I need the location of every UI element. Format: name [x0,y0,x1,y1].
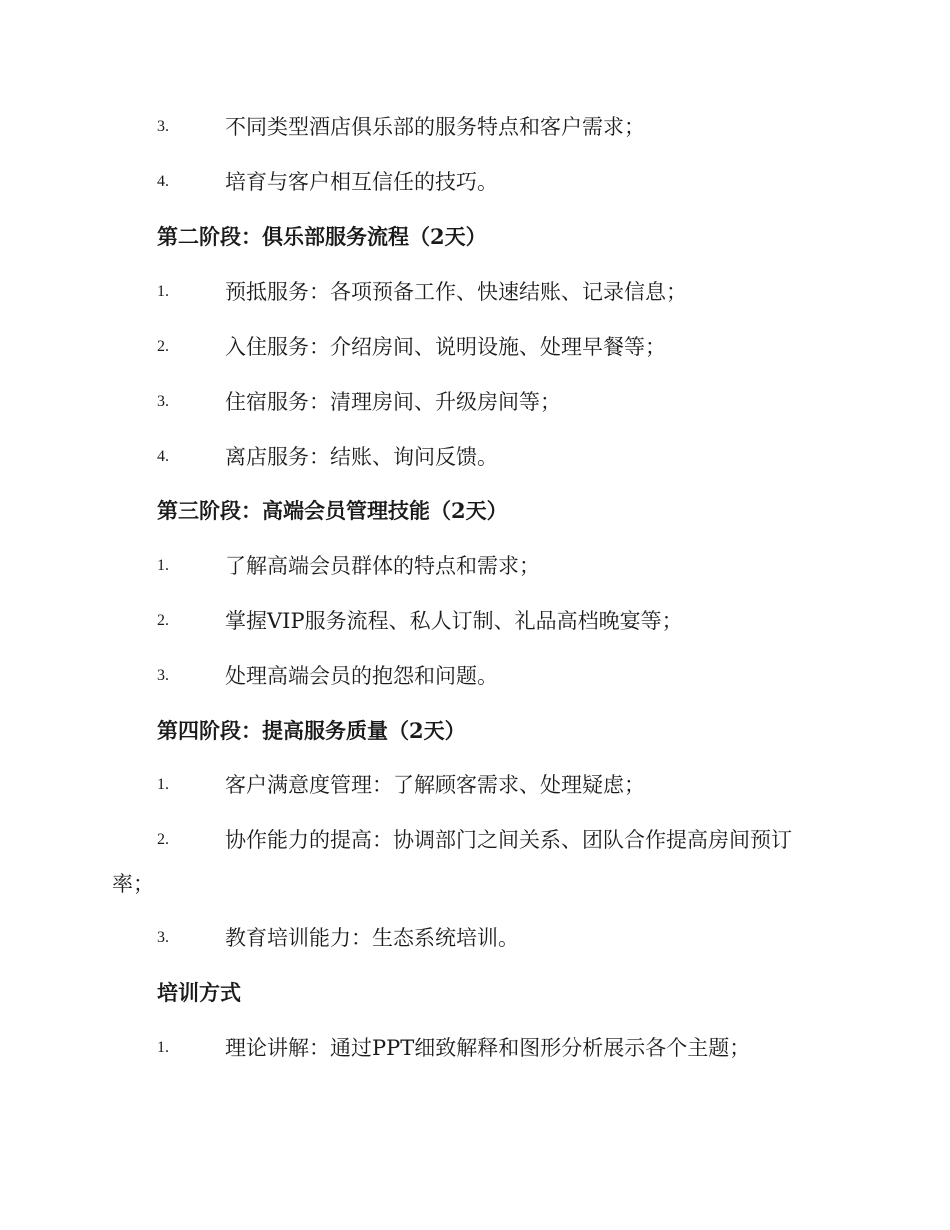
list-item-text: 离店服务：结账、询问反馈。 [225,445,498,469]
list-item-number: 2. [157,612,169,629]
list-item-number: 4. [157,173,169,190]
list-item-text: 培育与客户相互信任的技巧。 [225,170,498,194]
list-item-number: 1. [157,557,169,574]
list-item-number: 1. [157,283,169,300]
section-heading-stage4: 第四阶段：提高服务质量（2天） [157,718,466,743]
list-item-number: 3. [157,393,169,410]
list-item-text: 处理高端会员的抱怨和问题。 [225,664,498,688]
list-item-text: 理论讲解：通过PPT细致解释和图形分析展示各个主题； [225,1036,751,1060]
list-item-number: 3. [157,118,169,135]
list-item-number: 3. [157,667,169,684]
section-heading-methods: 培训方式 [157,980,241,1005]
list-item-text: 入住服务：介绍房间、说明设施、处理早餐等； [225,335,666,359]
list-item-continuation-text: 率； [112,872,154,896]
list-item-text: 预抵服务：各项预备工作、快速结账、记录信息； [225,280,687,304]
list-item-text: 教育培训能力：生态系统培训。 [225,926,519,950]
list-item-text: 不同类型酒店俱乐部的服务特点和客户需求； [225,115,645,139]
list-item-number: 1. [157,776,169,793]
list-item-text: 协作能力的提高：协调部门之间关系、团队合作提高房间预订 [225,828,792,852]
list-item-number: 2. [157,338,169,355]
list-item-text: 掌握VIP服务流程、私人订制、礼品高档晚宴等； [225,609,683,633]
list-item-number: 3. [157,929,169,946]
section-heading-stage2: 第二阶段：俱乐部服务流程（2天） [157,224,487,249]
list-item-text: 住宿服务：清理房间、升级房间等； [225,390,561,414]
list-item-text: 客户满意度管理：了解顾客需求、处理疑虑； [225,773,645,797]
list-item-number: 2. [157,831,169,848]
section-heading-stage3: 第三阶段：高端会员管理技能（2天） [157,498,508,523]
list-item-number: 1. [157,1039,169,1056]
list-item-text: 了解高端会员群体的特点和需求； [225,554,540,578]
list-item-number: 4. [157,448,169,465]
